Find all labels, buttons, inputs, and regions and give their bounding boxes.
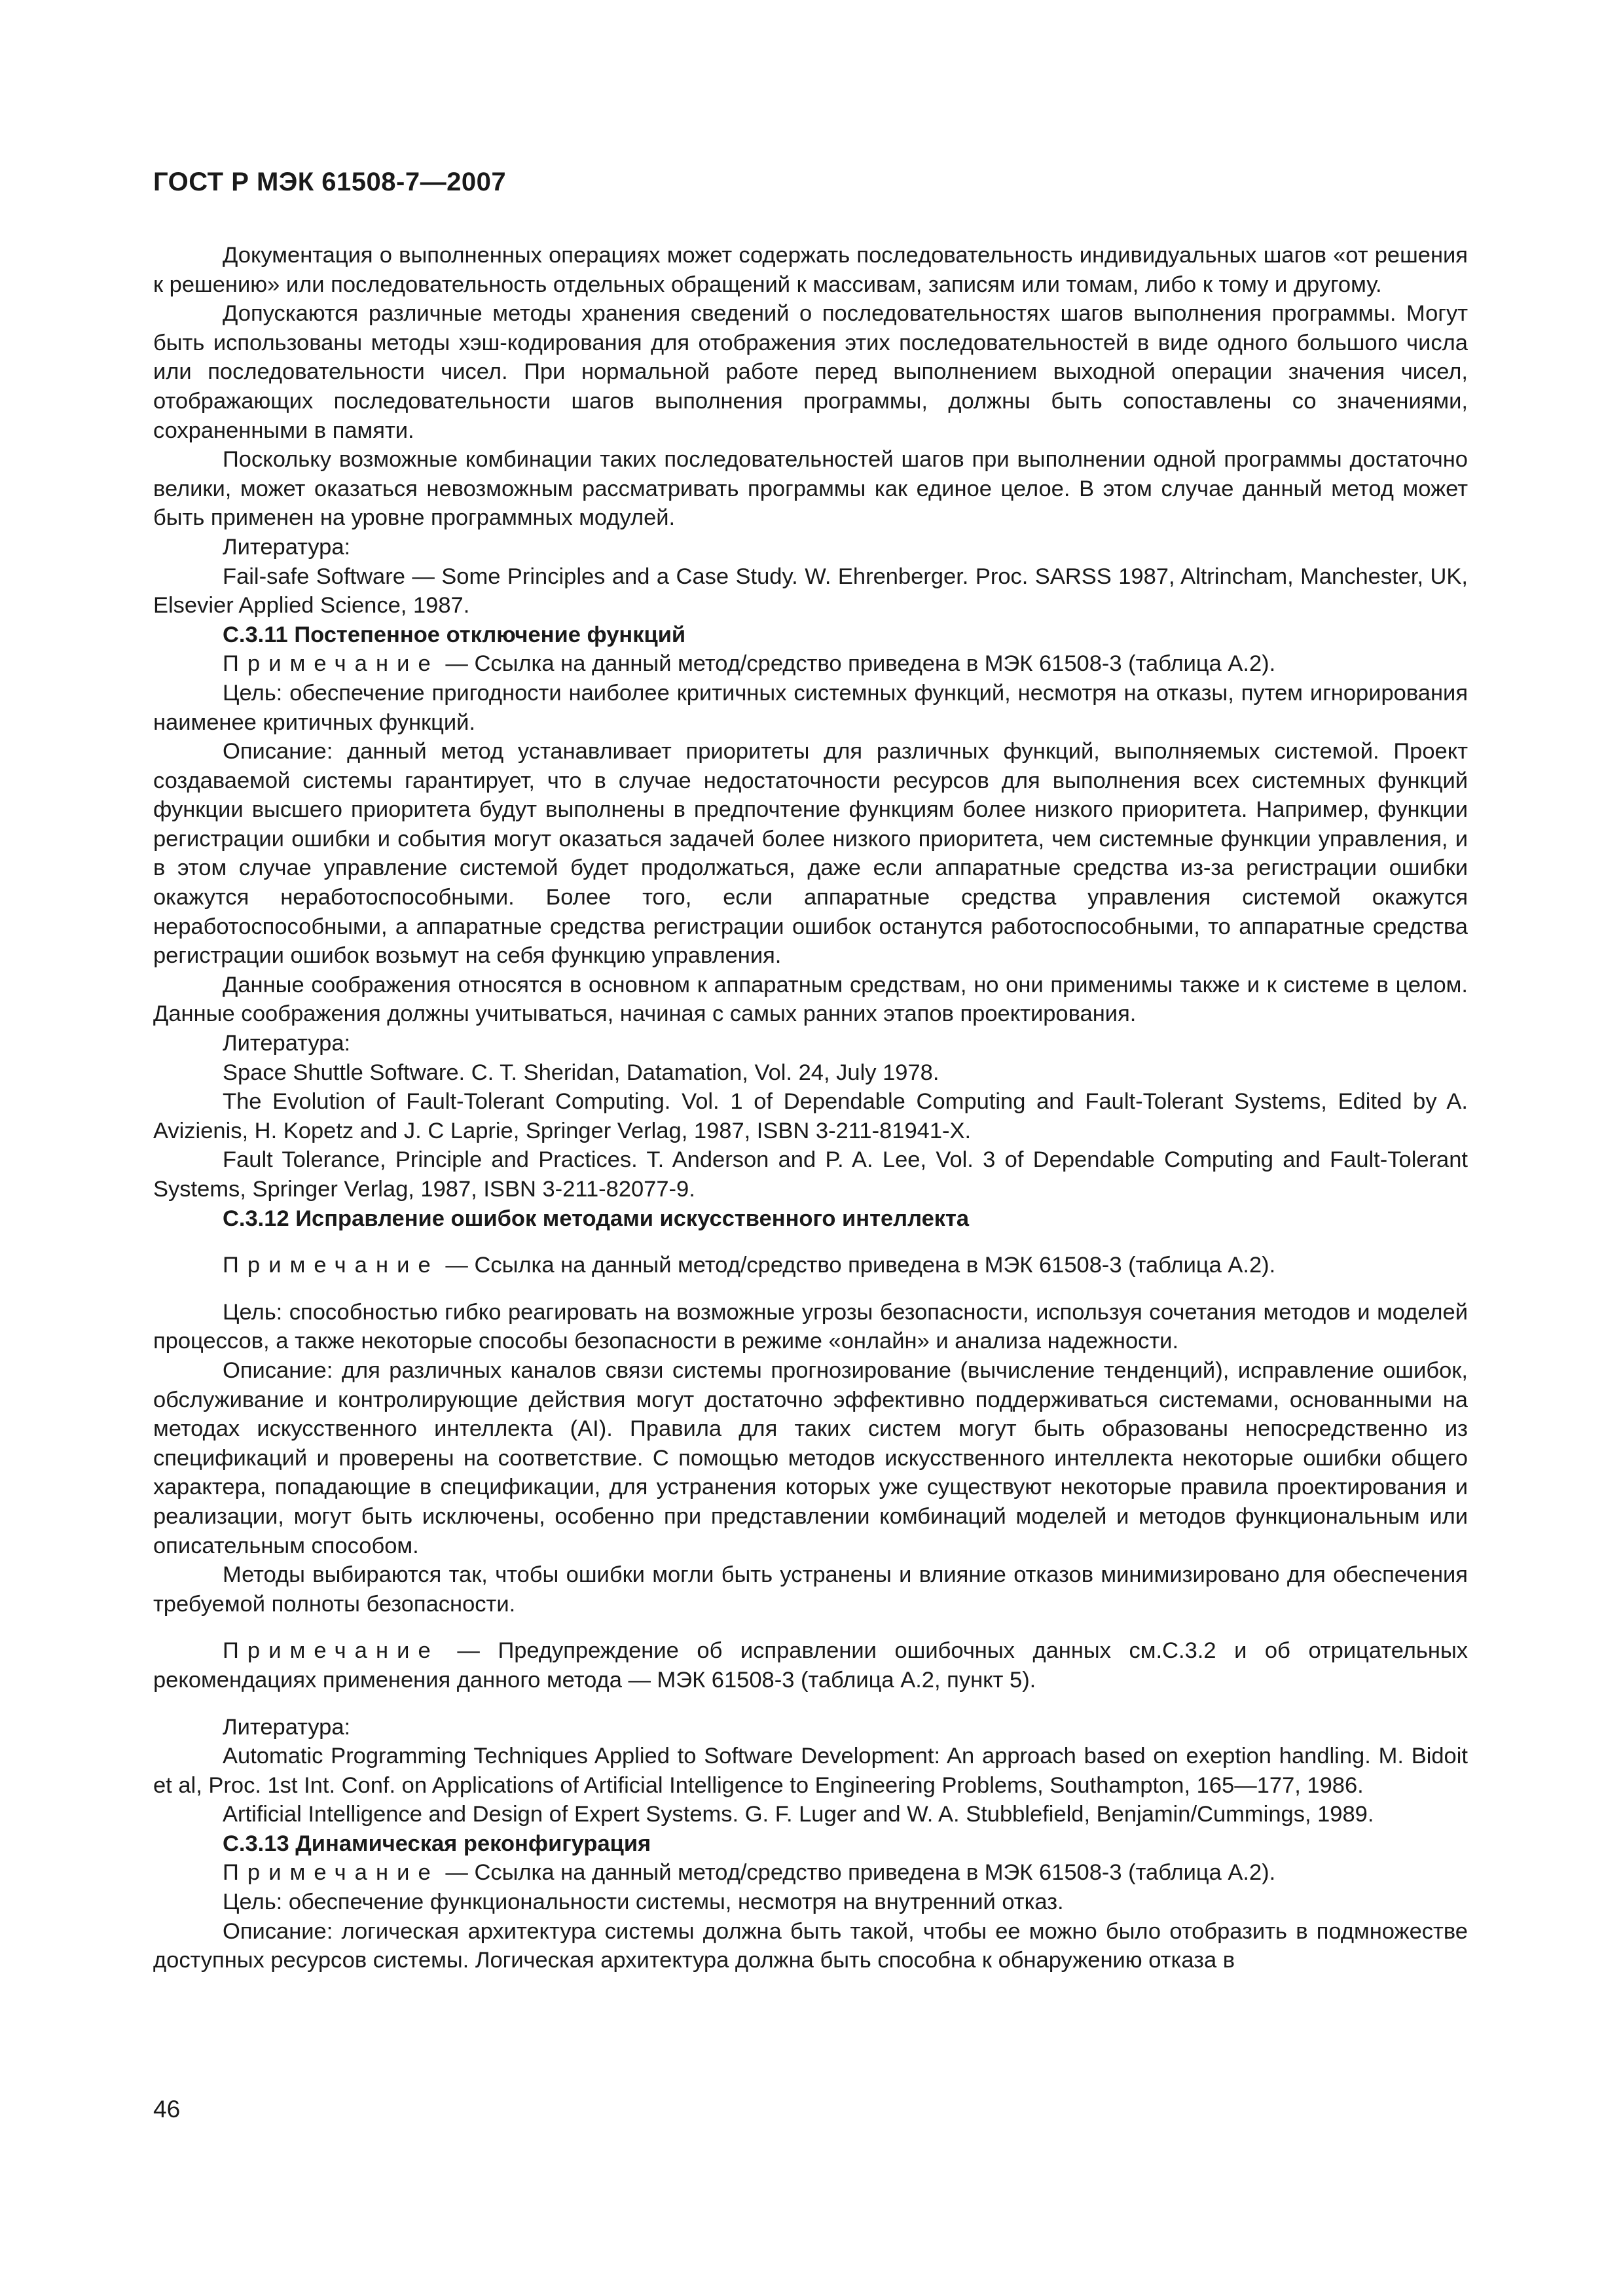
note-text: — Ссылка на данный метод/средство приведена в МЭК 61508-3 (таблица А.2). <box>439 1253 1276 1278</box>
note-label: Примечание <box>223 1253 439 1278</box>
paragraph: Документация о выполненных операциях может содержать последовательность индивидуальных шагов «от решения к решению» или последовательность отдельных обращений к массивам, записям или томам, либо к тому и другому. <box>153 243 1468 297</box>
references-label: Литература: <box>223 1031 351 1056</box>
reference-entry: Space Shuttle Software. C. T. Sheridan, Datamation, Vol. 24, July 1978. <box>223 1060 939 1085</box>
paragraph: Допускаются различные методы хранения сведений о последовательностях шагов выполнения программы. Могут быть использованы методы хэш-кодирования для отображения этих последовательностей в виде одного большого числа или последовательности чисел. При нормальной работе перед выполнением выходной операции значения чисел, отображающих последовательности шагов выполнения программы, должны быть сопоставлены со значениями, сохраненными в памяти. <box>153 301 1468 443</box>
paragraph: Описание: логическая архитектура системы должна быть такой, чтобы ее можно было отобразить в подмножестве доступных ресурсов системы. Логическая архитектура должна быть способна к обнаружению отказа в <box>153 1918 1468 1973</box>
reference-entry: Fail-safe Software — Some Principles and a Case Study. W. Ehrenberger. Proc. SARSS 1987, Altrincham, Manchester, UK, Elsevier Applied Science, 1987. <box>153 564 1468 619</box>
section-heading: С.3.12 Исправление ошибок методами искусственного интеллекта <box>223 1206 970 1231</box>
note <box>153 1251 1468 1280</box>
references-label: Литература: <box>223 534 351 560</box>
paragraph: Цель: обеспечение пригодности наиболее критичных системных функций, несмотря на отказы, путем игнорирования наименее критичных функций. <box>153 680 1468 735</box>
document-header: ГОСТ Р МЭК 61508-7—2007 <box>153 168 507 196</box>
paragraph: Данные соображения относятся в основном к аппаратным средствам, но они применимы также и к системе в целом. Данные соображения должны учитываться, начиная с самых ранних этапов проектирования. <box>153 972 1468 1027</box>
paragraph: Методы выбираются так, чтобы ошибки могли быть устранены и влияние отказов минимизировано для обеспечения требуемой полноты безопасности. <box>153 1562 1468 1617</box>
paragraph: Цель: способностью гибко реагировать на возможные угрозы безопасности, используя сочетания методов и моделей процессов, а также некоторые способы безопасности в режиме «онлайн» и анализа надежности. <box>153 1299 1468 1354</box>
paragraph: Цель: обеспечение функциональности системы, несмотря на внутренний отказ. <box>223 1890 1064 1915</box>
section-heading: С.3.13 Динамическая реконфигурация <box>223 1831 651 1856</box>
paragraph: Описание: для различных каналов связи системы прогнозирование (вычисление тенденций), исправление ошибок, обслуживание и контролирующие действия могут достаточно эффективно поддерживаться системами, основанными на методах искусственного интеллекта (AI). Правила для таких систем могут быть образованы непосредственно из спецификаций и проверены на соответствие. С помощью методов искусственного интеллекта некоторые ошибки общего характера, попадающие в спецификации, для устранения которых уже существуют некоторые правила проектирования и реализации, могут быть исключены, особенно при представлении комбинаций моделей и методов функциональным или описательным способом. <box>153 1357 1468 1558</box>
reference-entry: Artificial Intelligence and Design of Expert Systems. G. F. Luger and W. A. Stubblefield, Benjamin/Cummings, 1989. <box>223 1802 1374 1827</box>
paragraph: Поскольку возможные комбинации таких последовательностей шагов при выполнении одной программы достаточно велики, может оказаться невозможным рассматривать программы как единое целое. В этом случае данный метод может быть применен на уровне программных модулей. <box>153 447 1468 531</box>
note <box>153 649 1468 679</box>
paragraph: Описание: данный метод устанавливает приоритеты для различных функций, выполняемых системой. Проект создаваемой системы гарантирует, что в случае недостаточности ресурсов для выполнения всех системных функций функции высшего приоритета будут выполнены в предпочтение функциям более низкого приоритета. Например, функции регистрации ошибки и события могут оказаться задачей более низкого приоритета, чем системные функции управления, и в этом случае управление системой будет продолжаться, даже если аппаратные средства из-за регистрации ошибки окажутся неработоспособными. Более того, если аппаратные средства управления системой окажутся неработоспособными, а аппаратные средства регистрации ошибок останутся работоспособными, то аппаратные средства регистрации ошибок возьмут на себя функцию управления. <box>153 739 1468 969</box>
page-number: 46 <box>153 2096 181 2123</box>
note-text: — Ссылка на данный метод/средство приведена в МЭК 61508-3 (таблица А.2). <box>439 651 1276 677</box>
references-label: Литература: <box>223 1714 351 1740</box>
note-label: Примечание <box>223 1638 439 1664</box>
note-text: — Ссылка на данный метод/средство приведена в МЭК 61508-3 (таблица А.2). <box>439 1860 1276 1886</box>
section-heading: С.3.11 Постепенное отключение функций <box>223 622 686 647</box>
note-text: — Предупреждение об исправлении ошибочных данных см.С.3.2 и об отрицательных рекомендациях применения данного метода — МЭК 61508-3 (таблица А.2, пункт 5). <box>153 1638 1468 1693</box>
note-label: Примечание <box>223 651 439 677</box>
reference-entry: The Evolution of Fault-Tolerant Computing. Vol. 1 of Dependable Computing and Fault-Tolerant Systems, Edited by A. Avizienis, H. Kopetz and J. C Laprie, Springer Verlag, 1987, ISBN 3-211-81941-X. <box>153 1089 1468 1143</box>
note <box>153 1636 1468 1695</box>
reference-entry: Fault Tolerance, Principle and Practices. T. Anderson and P. A. Lee, Vol. 3 of Dependable Computing and Fault-Tolerant Systems, Springer Verlag, 1987, ISBN 3-211-82077-9. <box>153 1147 1468 1202</box>
note <box>153 1858 1468 1888</box>
reference-entry: Automatic Programming Techniques Applied to Software Development: An approach based on exeption handling. M. Bidoit et al, Proc. 1st Int. Conf. on Applications of Artificial Intelligence to Engineering Problems, Southampton, 165—177, 1986. <box>153 1744 1468 1798</box>
document-body <box>153 241 1468 1975</box>
note-label: Примечание <box>223 1860 439 1886</box>
